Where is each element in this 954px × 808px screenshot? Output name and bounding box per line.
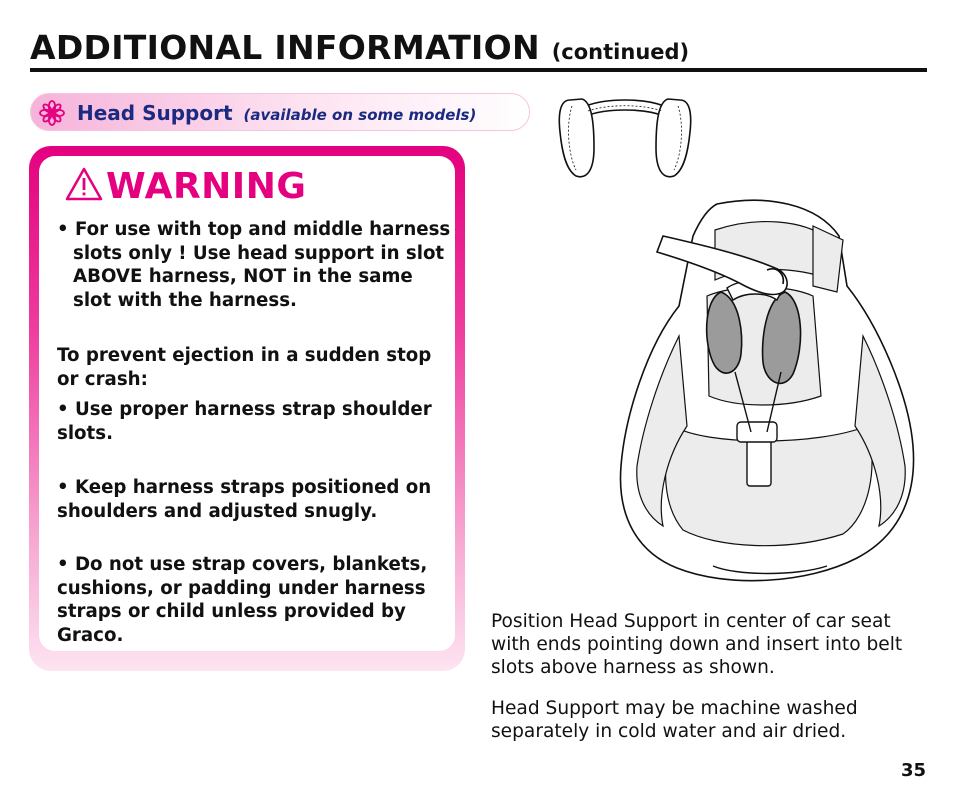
page-title xyxy=(30,28,689,67)
warning-item-head-support-slot: • For use with top and middle harness slots only ! Use head support in slot ABOVE harness, NOT in the same slot with the harness. xyxy=(57,219,451,311)
warning-heading-text: WARNING xyxy=(106,166,307,207)
title-rule xyxy=(30,68,927,72)
section-title-text: Head Support xyxy=(77,101,233,125)
section-header-bar xyxy=(30,93,530,131)
section-title xyxy=(77,101,476,125)
page-title-continued: (continued) xyxy=(551,40,690,64)
warning-item-no-covers: • Do not use strap covers, blankets, cushions, or padding under harness straps or child unless provided by Graco. xyxy=(57,554,428,646)
warning-heading xyxy=(64,166,306,207)
warning-panel xyxy=(39,156,455,651)
warning-box xyxy=(29,146,465,671)
warning-ejection-intro: To prevent ejection in a sudden stop or crash: xyxy=(57,345,432,390)
instruction-position-head-support: Position Head Support in center of car seat with ends pointing down and insert into belt slots above harness as shown. xyxy=(491,611,903,678)
head-support-illustration xyxy=(556,94,694,180)
warning-item-strap-position: • Keep harness straps positioned on shoulders and adjusted snugly. xyxy=(57,477,432,522)
warning-triangle-icon xyxy=(64,166,104,202)
page-number: 35 xyxy=(901,760,927,781)
car-seat-illustration xyxy=(617,196,929,592)
section-availability-note: (available on some models) xyxy=(243,106,477,124)
page-title-text: ADDITIONAL INFORMATION xyxy=(30,28,540,67)
warning-item-shoulder-slots: • Use proper harness strap shoulder slots. xyxy=(57,399,432,444)
instruction-washing: Head Support may be machine washed separately in cold water and air dried. xyxy=(491,698,858,742)
flower-icon xyxy=(39,100,65,126)
